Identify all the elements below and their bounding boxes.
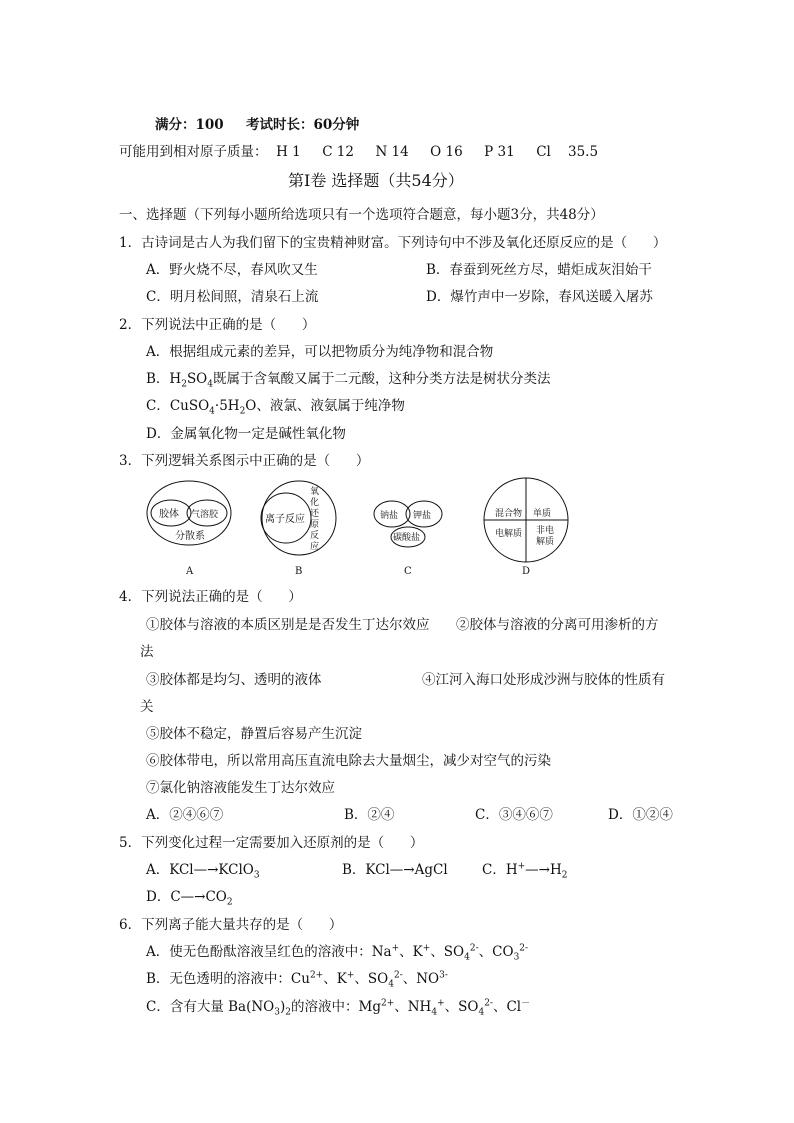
- q6-option-b: B．无色透明的溶液中：$Cu^{2+}$、K+、$SO_4^{2-}$、$NO^{3-}$: [146, 970, 448, 990]
- diagram-b-outer-6: 应: [310, 542, 320, 552]
- diagram-b-outer-2: 化: [310, 498, 320, 508]
- diagram-a-caption: A: [186, 566, 194, 577]
- q5-option-a: A．KCl—→KClO$_3$: [146, 862, 260, 881]
- q2-option-d: D．金属氧化物一定是碱性氧化物: [146, 426, 346, 442]
- diagram-c-caption: C: [404, 566, 412, 577]
- diagram-b: [261, 481, 336, 577]
- q2-option-a: A．根据组成元素的差异，可以把物质分为纯净物和混合物: [146, 344, 494, 360]
- q2-option-c: C．$CuSO_4\cdot 5H_2O$、液氯、液氨属于纯净物: [146, 398, 405, 417]
- diagram-a: [147, 481, 231, 577]
- diagram-a-bottom: 分散系: [175, 531, 205, 542]
- q4-statement-2-cont: 法: [140, 644, 154, 660]
- diagram-a-right: 气溶胶: [191, 510, 219, 520]
- q4-statement-2: ②胶体与溶液的分离可用渗析的方: [456, 617, 659, 633]
- diagram-d-caption: D: [522, 566, 531, 577]
- q4-option-b: B．②④: [344, 807, 395, 823]
- q1-option-b: B．春蚕到死丝方尽，蜡炬成灰泪始干: [426, 262, 652, 278]
- q4-option-a: A．②④⑥⑦: [146, 807, 224, 823]
- diagram-d: [484, 478, 568, 577]
- q2-stem: 2．下列说法中正确的是（ ）: [119, 317, 316, 333]
- diagram-c-left: 钠盐: [380, 511, 399, 521]
- q1-option-a: A．野火烧不尽，春风吹又生: [146, 262, 318, 278]
- q6-option-c: C．含有大量 $Ba(NO_3)_2$的溶液中：$Mg^{2+}$、$NH_4^+$、$SO_4^{2-}$、Cl－: [146, 998, 531, 1018]
- q4-option-c: C．③④⑥⑦: [475, 807, 553, 823]
- q4-statement-4-cont: 关: [140, 699, 154, 715]
- q5-option-c: C．$H^+—\to H_2$: [482, 861, 568, 881]
- q4-statement-5: ⑤胶体不稳定，静置后容易产生沉淀: [146, 726, 362, 742]
- diagram-c-bottom: 碳酸盐: [393, 533, 421, 543]
- q5-option-b: B．KCl—→AgCl: [342, 862, 448, 878]
- logic-diagrams: [140, 476, 700, 581]
- q5-option-d: D．$C—\to CO_2$: [146, 889, 233, 908]
- diagram-d-bl: 电解质: [495, 529, 523, 539]
- diagram-b-caption: B: [295, 566, 303, 577]
- diagram-b-outer-4: 原: [310, 520, 320, 530]
- part-title: 第Ⅰ卷 选择题（共54分）: [288, 171, 464, 190]
- q6-stem: 6．下列离子能大量共存的是（ ）: [119, 917, 343, 933]
- exam-duration: 考试时长：60分钟: [246, 117, 360, 133]
- diagram-d-br1: 非电: [536, 526, 555, 536]
- diagram-b-outer-1: 氧: [310, 487, 320, 497]
- diagram-d-tl: 混合物: [495, 509, 523, 519]
- diagram-c: [374, 501, 442, 577]
- q3-stem: 3．下列逻辑关系图示中正确的是（ ）: [119, 453, 370, 469]
- q4-statement-6: ⑥胶体带电，所以常用高压直流电除去大量烟尘，减少对空气的污染: [146, 753, 551, 769]
- q4-statement-1: ①胶体与溶液的本质区别是是否发生丁达尔效应: [146, 617, 430, 633]
- q4-statement-4: ④江河入海口处形成沙洲与胶体的性质有: [422, 672, 665, 688]
- q4-statement-3: ③胶体都是均匀、透明的液体: [146, 672, 322, 688]
- diagram-c-right: 钾盐: [413, 511, 432, 521]
- q6-option-a: A．使无色酚酞溶液呈红色的溶液中：Na+、K+、$SO_4^{2-}$、$CO_3^{2-}$: [146, 943, 529, 963]
- q2-option-b: B．$H_2SO_4$既属于含氧酸又属于二元酸，这种分类方法是树状分类法: [146, 371, 551, 390]
- q4-stem: 4．下列说法正确的是（ ）: [119, 589, 302, 605]
- q1-option-d: D．爆竹声中一岁除，春风送暖入屠苏: [426, 289, 653, 305]
- q1-option-c: C．明月松间照，清泉石上流: [146, 289, 319, 305]
- diagram-d-br2: 解质: [536, 537, 555, 547]
- diagram-b-inner: 离子反应: [265, 514, 305, 525]
- q4-statement-7: ⑦氯化钠溶液能发生丁达尔效应: [146, 780, 335, 796]
- section-intro: 一、选择题（下列每小题所给选项只有一个选项符合题意，每小题3分，共48分）: [119, 207, 604, 223]
- q4-option-d: D．①②④: [608, 807, 673, 823]
- full-score: 满分：100: [155, 117, 224, 133]
- atomic-masses: 可能用到相对原子质量： H 1 C 12 N 14 O 16 P 31 Cl 35.5: [119, 144, 599, 160]
- diagram-b-outer-3: 还: [310, 509, 320, 519]
- q1-stem: 1．古诗词是古人为我们留下的宝贵精神财富。下列诗句中不涉及氧化还原反应的是（ ）: [119, 235, 667, 251]
- diagram-b-outer-5: 反: [310, 531, 320, 541]
- diagram-d-tr: 单质: [533, 509, 552, 519]
- q5-stem: 5．下列变化过程一定需要加入还原剂的是（ ）: [119, 835, 424, 851]
- diagram-a-left: 胶体: [159, 509, 179, 520]
